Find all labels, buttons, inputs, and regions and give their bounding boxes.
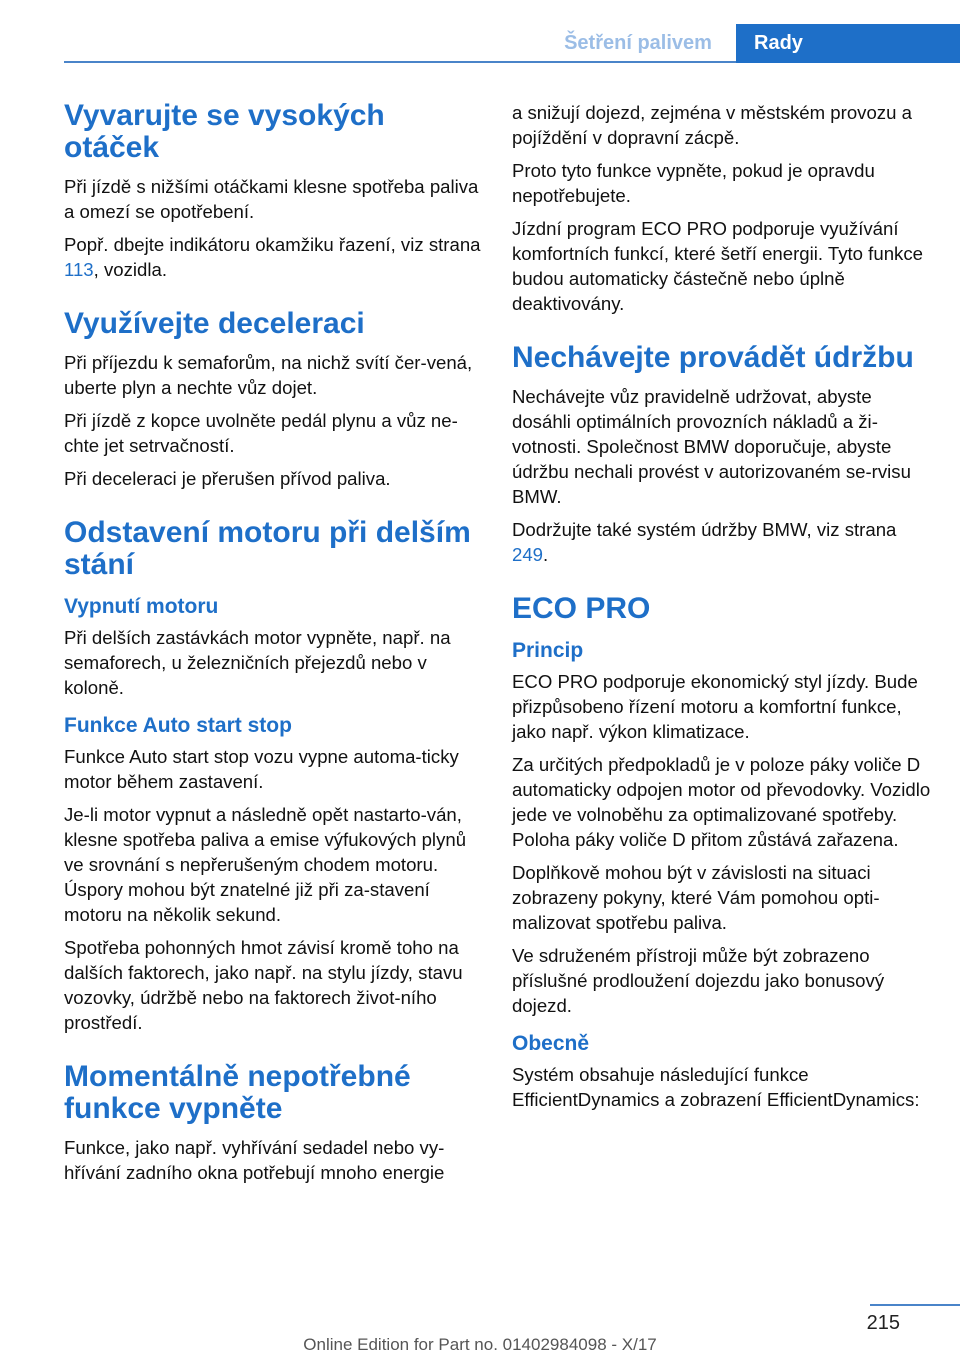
paragraph: Spotřeba pohonných hmot závisí kromě toho na dalších faktorech, jako např. na stylu jízdy, stavu vozovky, údržbě nebo na faktorech život‐ního prostředí. — [64, 937, 463, 1033]
paragraph-text: Dodržujte také systém údržby BMW, viz strana — [512, 519, 897, 540]
tab-active[interactable]: Rady — [736, 24, 960, 63]
paragraph: Doplňkově mohou být v závislosti na situaci zobrazeny pokyny, které Vám pomohou opti‐malizovat spotřebu paliva. — [512, 862, 880, 933]
paragraph: Při deceleraci je přerušen přívod paliva. — [64, 468, 391, 489]
paragraph — [512, 517, 932, 567]
paragraph: Je-li motor vypnut a následně opět nastarto‐ván, klesne spotřeba paliva a emise výfukových plynů ve srovnání s nepřerušeným chodem motoru. Úspory mohou být znatelné již při za‐stavení motoru na několik sekund. — [64, 804, 467, 925]
subheading-engine-off: Vypnutí motoru — [64, 595, 219, 618]
paragraph: Funkce Auto start stop vozu vypne automa‐ticky motor během zastavení. — [64, 746, 459, 792]
paragraph: Při jízdě z kopce uvolněte pedál plynu a vůz ne‐chte jet setrvačností. — [64, 410, 458, 456]
footer-rule — [870, 1304, 960, 1306]
paragraph: Proto tyto funkce vypněte, pokud je opravdu nepotřebujete. — [512, 160, 875, 206]
heading-maintenance: Nechávejte provádět údržbu — [512, 341, 914, 374]
heading-engine-stop: Odstavení motoru při delším stání — [64, 516, 471, 581]
subheading-general: Obecně — [512, 1032, 590, 1055]
page-link-249[interactable]: 249 — [512, 544, 544, 565]
paragraph-text: , vozidla. — [93, 259, 168, 280]
page-link-113[interactable]: 113 — [64, 259, 94, 280]
heading-deceleration: Využívejte deceleraci — [64, 307, 365, 340]
paragraph: Nechávejte vůz pravidelně udržovat, abyste dosáhli optimálních provozních nákladů a ži‐votnosti. Společnost BMW doporučuje, abyste údržbu nechali provést v autorizovaném se‐rvisu BMW. — [512, 386, 911, 507]
paragraph: Při jízdě s nižšími otáčkami klesne spotřeba paliva a omezí se opotřebení. — [64, 176, 479, 222]
paragraph: ECO PRO podporuje ekonomický styl jízdy. Bude přizpůsobeno řízení motoru a komfortní funkce, jako např. výkon klimatizace. — [512, 671, 918, 742]
paragraph — [64, 232, 482, 282]
paragraph: a snižují dojezd, zejména v městském provozu a pojíždění v dopravní zácpě. — [512, 102, 912, 148]
left-column — [64, 100, 482, 1193]
right-column — [512, 100, 932, 1120]
paragraph: Funkce, jako např. vyhřívání sedadel nebo vy‐hřívání zadního okna potřebují mnoho energie — [64, 1137, 445, 1183]
paragraph: Jízdní program ECO PRO podporuje využívání komfortních funkcí, které šetří energii. Tyto funkce budou automaticky částečně nebo úplně deaktivovány. — [512, 218, 923, 314]
heading-high-rpm: Vyvarujte se vysokých otáček — [64, 99, 385, 164]
paragraph-text: . — [543, 544, 549, 565]
heading-eco-pro: ECO PRO — [512, 592, 651, 625]
subheading-auto-start-stop: Funkce Auto start stop — [64, 714, 292, 737]
footer-edition: Online Edition for Part no. 01402984098 - X/17 — [303, 1335, 657, 1354]
paragraph: Při příjezdu k semaforům, na nichž svítí čer‐vená, uberte plyn a nechte vůz dojet. — [64, 352, 473, 398]
paragraph: Za určitých předpokladů je v poloze páky voliče D automaticky odpojen motor od převodovky. Vozidlo jede ve volnoběhu za optimalizované spotřeby. Poloha páky voliče D přitom zůstává zařazena. — [512, 754, 931, 850]
page-number: 215 — [866, 1312, 900, 1334]
subheading-principle: Princip — [512, 639, 584, 662]
paragraph: Ve sdruženém přístroji může být zobrazeno příslušné prodloužení dojezdu jako bonusový dojezd. — [512, 945, 885, 1016]
heading-functions-off: Momentálně nepotřebné funkce vypněte — [64, 1060, 411, 1125]
paragraph-text: Popř. dbejte indikátoru okamžiku řazení, viz strana — [64, 234, 481, 255]
paragraph: Systém obsahuje následující funkce EfficientDynamics a zobrazení EfficientDynamics: — [512, 1064, 920, 1110]
tab-section[interactable]: Šetření palivem — [564, 32, 712, 54]
paragraph: Při delších zastávkách motor vypněte, např. na semaforech, u železničních přejezdů nebo v koloně. — [64, 627, 451, 698]
